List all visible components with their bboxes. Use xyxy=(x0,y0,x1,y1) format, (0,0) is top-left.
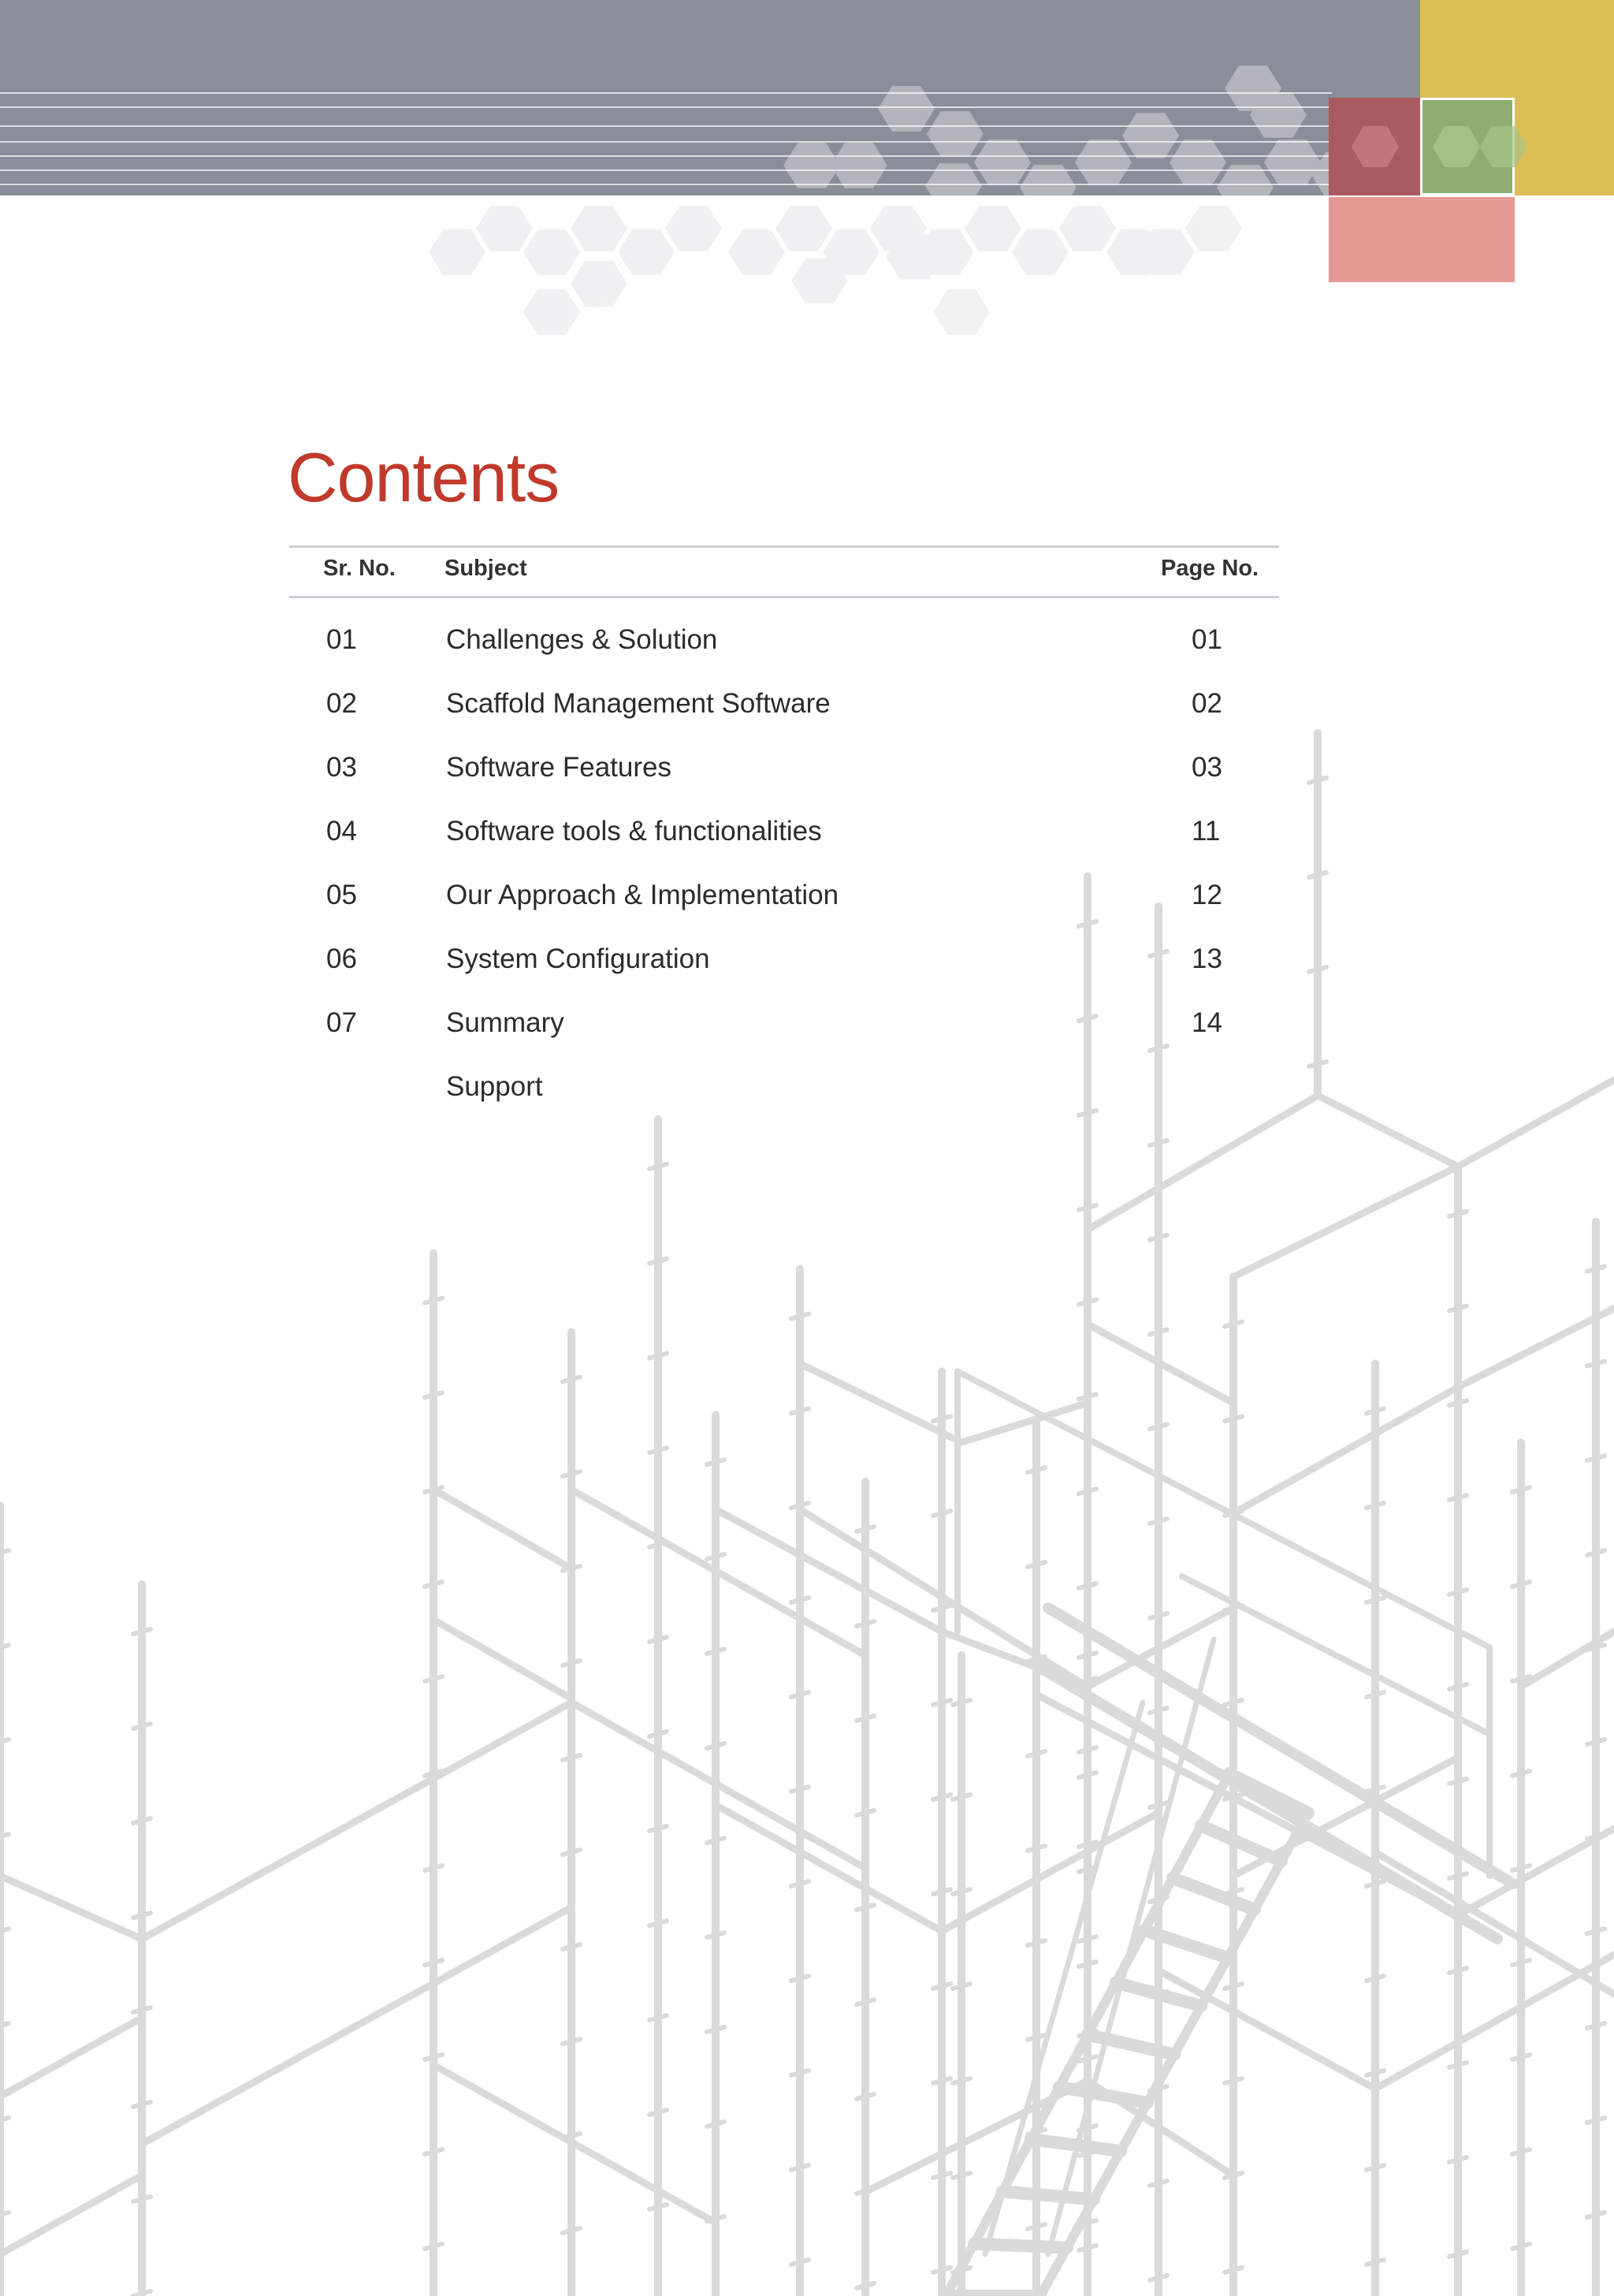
header-sr-no: Sr. No. xyxy=(323,556,396,581)
row-sr-no: 07 xyxy=(326,1007,357,1038)
header-subject: Subject xyxy=(444,556,527,581)
row-sr-no: 01 xyxy=(326,624,357,655)
row-sr-no: 02 xyxy=(326,688,357,719)
row-subject[interactable]: Our Approach & Implementation xyxy=(446,880,839,910)
row-sr-no: 04 xyxy=(326,816,357,847)
row-page-no: 03 xyxy=(1192,752,1222,783)
row-page-no: 01 xyxy=(1192,624,1222,655)
table-top-rule xyxy=(289,545,1279,548)
row-sr-no: 06 xyxy=(326,943,357,974)
row-subject[interactable]: Software Features xyxy=(446,752,671,783)
row-sr-no: 03 xyxy=(326,752,357,783)
row-subject[interactable]: Scaffold Management Software xyxy=(446,688,831,719)
row-subject[interactable]: Support xyxy=(446,1071,543,1102)
row-subject[interactable]: System Configuration xyxy=(446,943,710,974)
row-page-no: 14 xyxy=(1192,1007,1222,1038)
table-header-rule xyxy=(289,596,1279,598)
row-page-no: 11 xyxy=(1192,816,1221,847)
row-page-no: 12 xyxy=(1192,880,1222,910)
row-subject[interactable]: Software tools & functionalities xyxy=(446,816,822,847)
header-page-no: Page No. xyxy=(1161,556,1259,581)
row-subject[interactable]: Challenges & Solution xyxy=(446,624,718,655)
page-title: Contents xyxy=(288,438,560,516)
row-subject[interactable]: Summary xyxy=(446,1007,564,1038)
row-page-no: 13 xyxy=(1192,943,1222,974)
row-page-no: 02 xyxy=(1192,688,1222,719)
row-sr-no: 05 xyxy=(326,880,357,910)
